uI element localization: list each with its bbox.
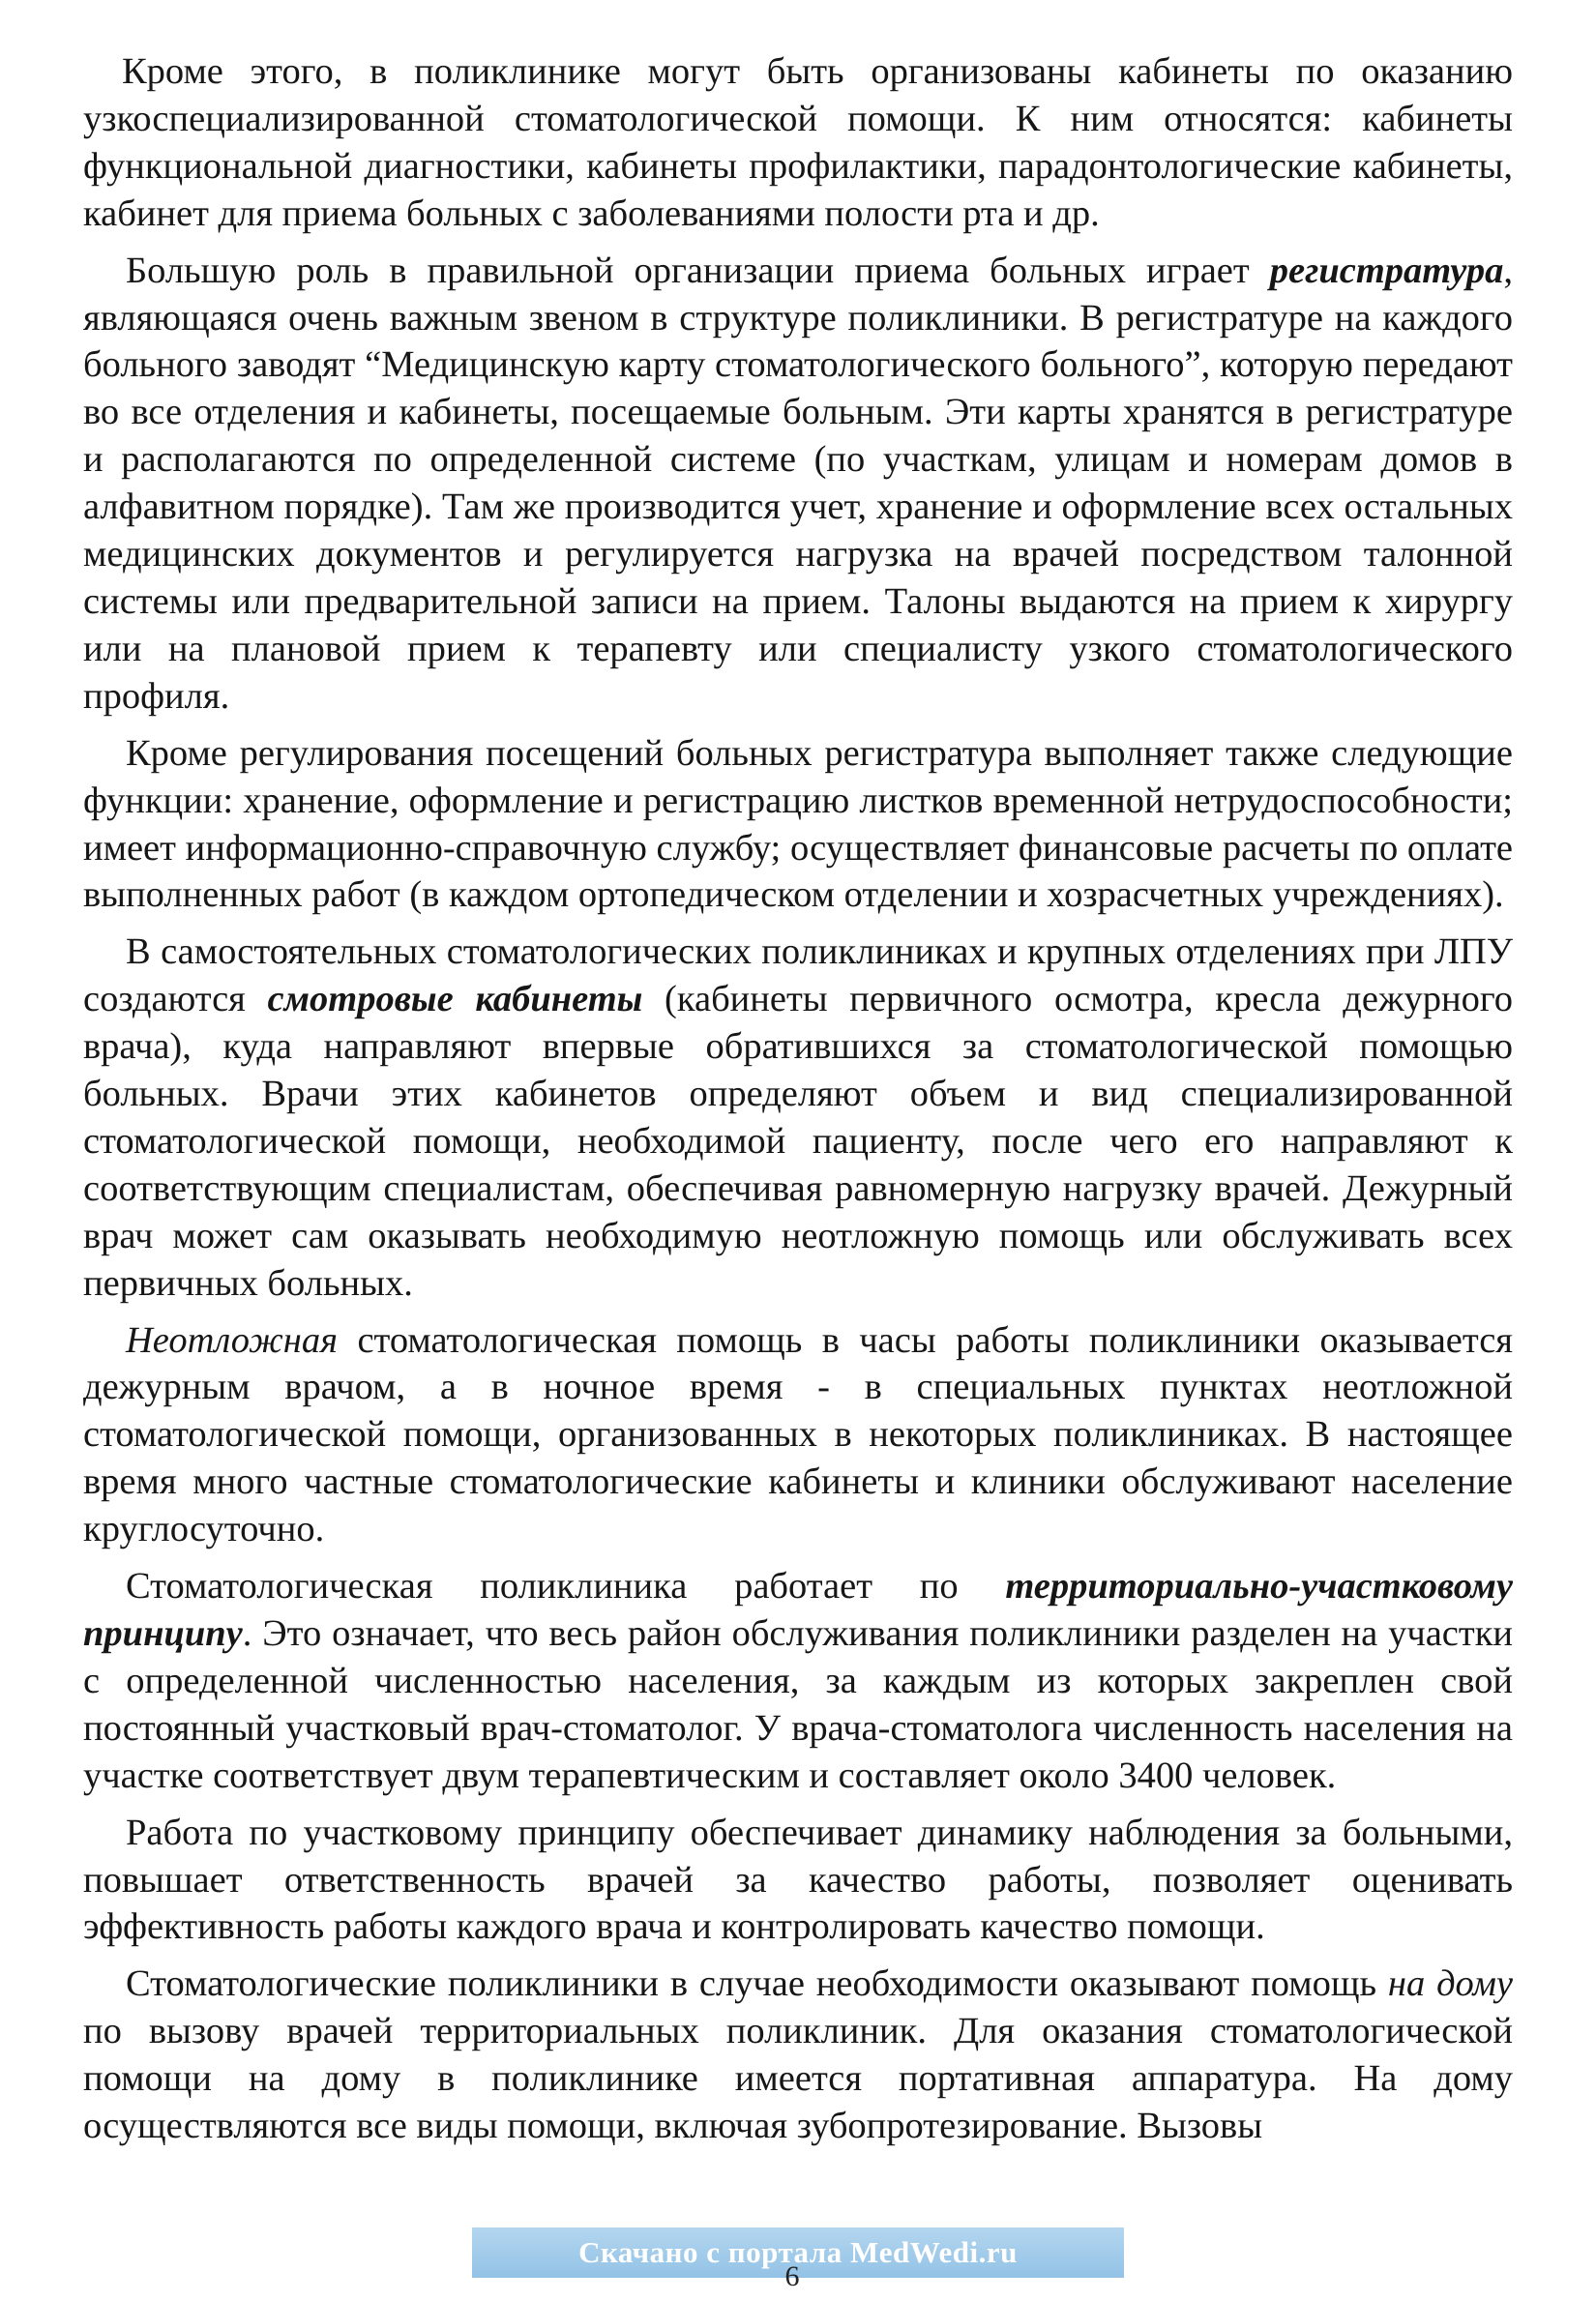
paragraph-text-end: по вызову врачей территориальных поликлиник. Для оказания стоматологической помощи на дому в поликлинике имеется портативная аппаратура. На дому осуществляются все виды помощи, включая зубопротезирование. Вызовы — [83, 2011, 1513, 2147]
paragraph-text-start: Стоматологические поликлиники в случае необходимости оказывают помощь — [126, 1963, 1388, 2005]
paragraph-text: Кроме регулирования посещений больных регистратура выполняет также следующие функции: хранение, оформление и регистрацию листков временной нетрудоспособности; имеет информационно-справочную службу; осуществляет финансовые расчеты по оплате выполненных работ (в каждом ортопедическом отделении и хозрасчетных учреждениях). — [83, 732, 1513, 916]
paragraph-text-end: стоматологическая помощь в часы работы поликлиники оказывается дежурным врачом, а в ночное время - в специальных пунктах неотложной стоматологической помощи, организованных в некоторых поликлиниках. В настоящее время много частные стоматологические кабинеты и клиники обслуживают население круглосуточно. — [83, 1319, 1513, 1550]
paragraph-text-start: Стоматологическая поликлиника работает по — [126, 1566, 1006, 1608]
term-registry: регистратура — [1269, 250, 1504, 291]
paragraph-text-end: . Это означает, что весь район обслуживания поликлиники разделен на участки с определенной численностью населения, за каждым из которых закреплен свой постоянный участковый врач-стоматолог. У врача-стоматолога численность населения на участке соответствует двум терапевтическим и составляет около 3400 человек. — [83, 1613, 1513, 1796]
paragraph-text: Кроме этого, в поликлинике могут быть организованы кабинеты по оказанию узкоспециализированной стоматологической помощи. К ним относятся: кабинеты функциональной диагностики, кабинеты профилактики, парадонтологические кабинеты, кабинет для приема больных с заболеваниями полости рта и др. — [83, 51, 1513, 234]
term-examination-rooms: смотровые кабинеты — [267, 979, 643, 1020]
source-watermark: Скачано с портала MedWedi.ru — [472, 2227, 1124, 2278]
document-body — [83, 48, 1513, 2160]
paragraph-text-end: (кабинеты первичного осмотра, кресла дежурного врача), куда направляют впервые обратившихся за стоматологической помощью больных. Врачи этих кабинетов определяют объем и вид специализированной стоматологической помощи, необходимой пациенту, после чего его направляют к соответствующим специалистам, обеспечивая равномерную нагрузку врачей. Дежурный врач может сам оказывать необходимую неотложную помощь или обслуживать всех первичных больных. — [83, 979, 1513, 1304]
paragraph-district-work — [83, 1810, 1513, 1952]
page-number: 6 — [784, 2260, 800, 2292]
paragraph-registry — [83, 248, 1513, 721]
term-emergency: Неотложная — [126, 1319, 339, 1361]
paragraph-text-start: В самостоятельных стоматологических поликлиниках и крупных отделениях при ЛПУ создаются — [83, 931, 1513, 1020]
paragraph-text-start: Большую роль в правильной организации приема больных играет — [126, 250, 1270, 291]
term-territorial-principle: территориально-участковому принципу — [83, 1566, 1513, 1654]
paragraph-specialized-offices — [83, 48, 1513, 238]
paragraph-examination-rooms — [83, 929, 1513, 1307]
paragraph-text-end: , являющаяся очень важным звеном в структуре поликлиники. В регистратуре на каждого больного заводят “Медицинскую карту стоматологического больного”, которую передают во все отделения и кабинеты, посещаемые больным. Эти карты хранятся в регистратуре и располагаются по определенной системе (по участкам, улицам и номерам домов в алфавитном порядке). Там же производится учет, хранение и оформление всех остальных медицинских документов и регулируется нагрузка на врачей посредством талонной системы или предварительной записи на прием. Талоны выдаются на прием к хирургу или на плановой прием к терапевту или специалисту узкого стоматологического профиля. — [83, 250, 1513, 717]
paragraph-territorial-principle — [83, 1563, 1513, 1800]
term-home-care: на дому — [1387, 1963, 1513, 2005]
paragraph-home-care — [83, 1961, 1513, 2150]
paragraph-emergency-care — [83, 1317, 1513, 1554]
paragraph-registry-functions — [83, 730, 1513, 920]
paragraph-text: Работа по участковому принципу обеспечивает динамику наблюдения за больными, повышает ответственность врачей за качество работы, позволяет оценивать эффективность работы каждого врача и контролировать качество помощи. — [83, 1812, 1513, 1948]
